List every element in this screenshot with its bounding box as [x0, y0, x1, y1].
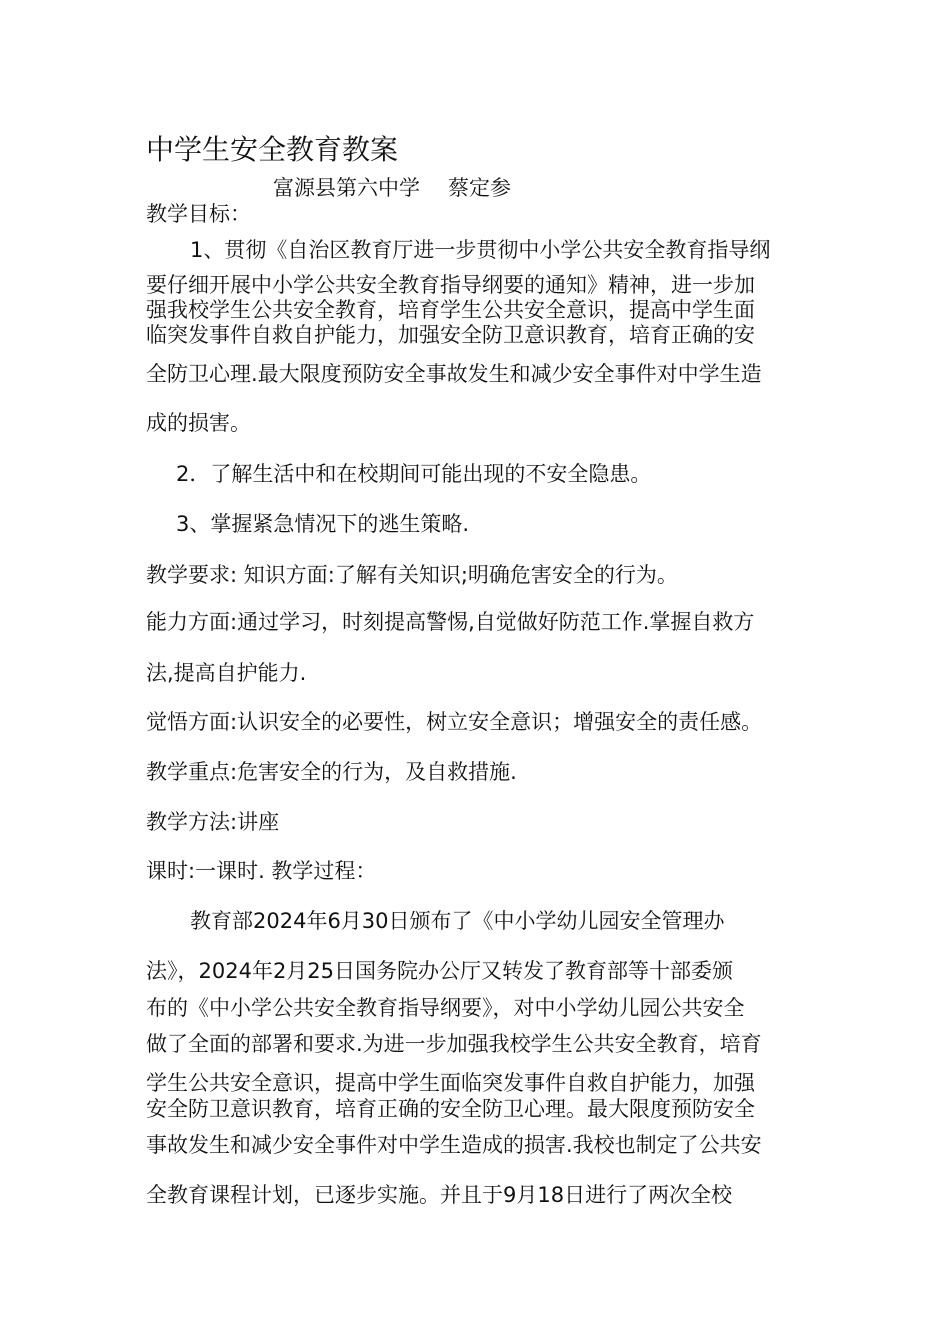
text-line: 布的《中小学公共安全教育指导纲要》，对中小学幼儿园公共安全 — [146, 996, 745, 1020]
text-line: 教学要求: 知识方面:了解有关知识;明确危害安全的行为。 — [146, 563, 678, 587]
author-name: 蔡定参 — [448, 176, 511, 200]
objectives-heading: 教学目标： — [146, 202, 251, 226]
text-line: 1、贯彻《自治区教育厅进一步贯彻中小学公共安全教育指导纲 — [190, 238, 771, 262]
byline — [273, 174, 511, 202]
text-line: 教学方法:讲座 — [146, 810, 280, 834]
text-line: 教育部2024年6月30日颁布了《中小学幼儿园安全管理办 — [190, 909, 725, 933]
text-line: 法》，2024年2月25日国务院办公厅又转发了教育部等十部委颁 — [146, 959, 734, 983]
text-line: 课时:一课时. 教学过程： — [146, 859, 377, 883]
text-line: 学生公共安全意识，提高中学生面临突发事件自救自护能力，加强 — [146, 1071, 755, 1095]
text-line: 觉悟方面:认识安全的必要性，树立安全意识；增强安全的责任感。 — [146, 710, 763, 734]
text-line: 事故发生和减少安全事件对中学生造成的损害.我校也制定了公共安 — [146, 1133, 762, 1157]
text-line: 安全防卫意识教育，培育正确的安全防卫心理。最大限度预防安全 — [146, 1097, 755, 1121]
text-line: 法,提高自护能力. — [146, 661, 307, 685]
text-line: 2．了解生活中和在校期间可能出现的不安全隐患。 — [176, 462, 652, 486]
text-line: 全教育课程计划，已逐步实施。并且于9月18日进行了两次全校 — [146, 1183, 733, 1207]
text-line: 3、掌握紧急情况下的逃生策略. — [176, 512, 470, 536]
text-line: 全防卫心理.最大限度预防安全事故发生和减少安全事件对中学生造 — [146, 362, 762, 386]
text-line: 能力方面:通过学习，时刻提高警惕,自觉做好防范工作.掌握自救方 — [146, 610, 755, 634]
text-line: 强我校学生公共安全教育，培育学生公共安全意识，提高中学生面 — [146, 298, 755, 322]
document-title: 中学生安全教育教案 — [146, 133, 399, 166]
text-line: 临突发事件自救自护能力，加强安全防卫意识教育，培育正确的安 — [146, 323, 755, 347]
text-line: 要仔细开展中小学公共安全教育指导纲要的通知》精神，进一步加 — [146, 273, 755, 297]
school-name: 富源县第六中学 — [273, 176, 420, 200]
text-line: 成的损害。 — [146, 411, 251, 435]
text-line: 教学重点:危害安全的行为，及自救措施. — [146, 760, 517, 784]
text-line: 做了全面的部署和要求.为进一步加强我校学生公共安全教育，培育 — [146, 1032, 762, 1056]
